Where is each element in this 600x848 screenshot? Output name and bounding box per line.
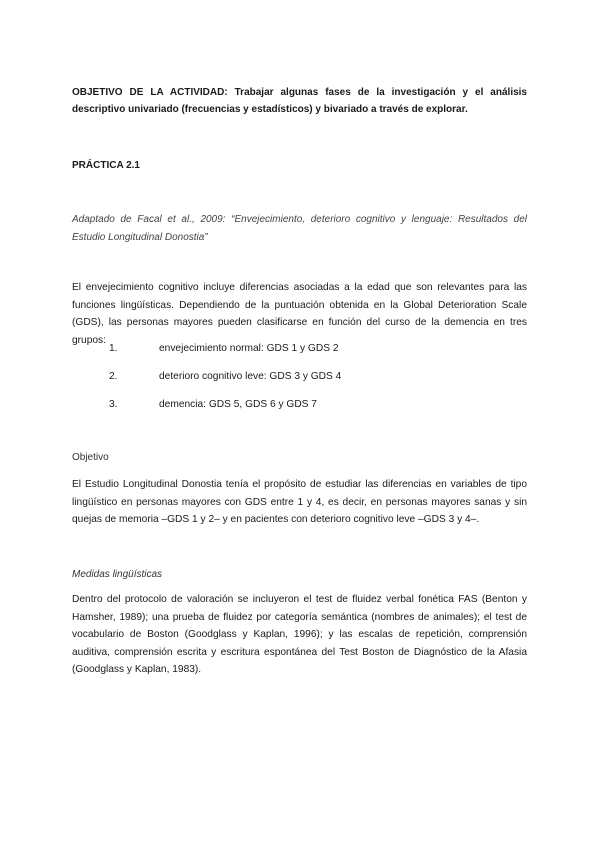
source-citation: Adaptado de Facal et al., 2009: “Envejecimiento, deterioro cognitivo y lenguaje: Resultados del Estudio Longitudinal Donostia”	[72, 214, 527, 243]
activity-objective	[72, 84, 527, 118]
list-item-text: demencia: GDS 5, GDS 6 y GDS 7	[159, 399, 317, 410]
activity-objective-text: Trabajar algunas fases de la investigación y el análisis descriptivo univariado (frecuencias y estadísticos) y bivariado a través de explorar.	[72, 87, 527, 115]
medidas-paragraph: Dentro del protocolo de valoración se incluyeron el test de fluidez verbal fonética FAS (Benton y Hamsher, 1989); una prueba de fluidez por categoría semántica (nombres de animales); el test de vocabulario de Boston (Goodglass y Kaplan, 1996); y las escalas de repetición, comprensión auditiva, comprensión escrita y escritura espontánea del Test Boston de Diagnóstico de la Afasia (Goodglass y Kaplan, 1983).	[72, 594, 527, 675]
gds-group-list	[109, 340, 341, 424]
activity-objective-label: OBJETIVO DE LA ACTIVIDAD:	[72, 87, 228, 98]
list-item-text: envejecimiento normal: GDS 1 y GDS 2	[159, 343, 339, 354]
practice-title: PRÁCTICA 2.1	[72, 160, 140, 171]
list-item-number: 2.	[109, 371, 118, 382]
intro-paragraph: El envejecimiento cognitivo incluye diferencias asociadas a la edad que son relevantes para las funciones lingüísticas. Dependiendo de la puntuación obtenida en la Global Deterioration Scale (GDS), las personas mayores pueden clasificarse en función del curso de la demencia en tres grupos:	[72, 282, 527, 346]
list-item	[109, 340, 341, 368]
list-item	[109, 396, 341, 424]
list-item-text: deterioro cognitivo leve: GDS 3 y GDS 4	[159, 371, 342, 382]
objetivo-heading: Objetivo	[72, 452, 109, 463]
list-item	[109, 368, 341, 396]
list-item-number: 3.	[109, 399, 118, 410]
list-item-number: 1.	[109, 343, 118, 354]
medidas-heading: Medidas lingüísticas	[72, 569, 163, 580]
objetivo-paragraph: El Estudio Longitudinal Donostia tenía el propósito de estudiar las diferencias en variables de tipo lingüístico en personas mayores con GDS entre 1 y 4, es decir, en personas mayores sanas y sin quejas de memoria –GDS 1 y 2– y en pacientes con deterioro cognitivo leve –GDS 3 y 4–.	[72, 479, 527, 525]
